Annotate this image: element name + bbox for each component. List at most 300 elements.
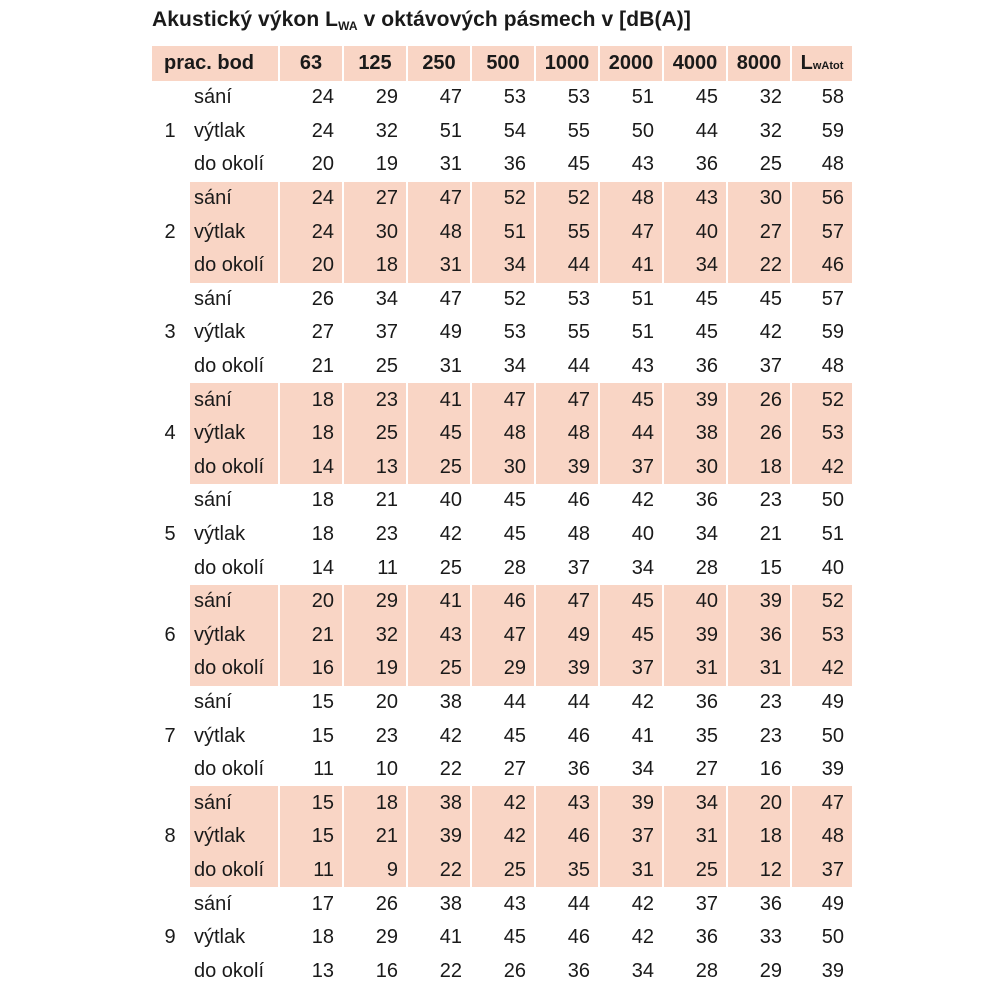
header-row xyxy=(152,46,852,81)
total-value: 56 xyxy=(792,182,852,216)
band-value: 45 xyxy=(600,585,662,619)
title-subscript: WA xyxy=(338,19,358,33)
band-value: 19 xyxy=(375,153,398,176)
band-value: 32 xyxy=(759,86,782,109)
point-number xyxy=(152,283,188,317)
band-value: 21 xyxy=(280,619,342,653)
band-value: 24 xyxy=(311,119,334,142)
band-value: 21 xyxy=(759,523,782,546)
band-value: 41 xyxy=(631,724,654,747)
band-value: 44 xyxy=(503,690,526,713)
band-value: 43 xyxy=(631,153,654,176)
total-value: 48 xyxy=(821,153,844,176)
point-number: 5 xyxy=(164,523,176,546)
band-value: 54 xyxy=(503,119,526,142)
band-value: 30 xyxy=(344,215,406,249)
point-number xyxy=(152,753,188,787)
band-value: 40 xyxy=(664,215,726,249)
header-band: 63 xyxy=(280,46,342,81)
row-label: výtlak xyxy=(194,523,246,546)
total-value: 50 xyxy=(821,489,844,512)
band-value: 16 xyxy=(759,758,782,781)
row-label: výtlak xyxy=(194,926,246,949)
band-value: 41 xyxy=(439,926,462,949)
band-value: 53 xyxy=(567,287,590,310)
row-label: do okolí xyxy=(190,249,278,283)
band-value: 43 xyxy=(664,182,726,216)
band-value: 10 xyxy=(375,758,398,781)
band-value: 14 xyxy=(280,451,342,485)
header-band: 500 xyxy=(472,46,534,81)
band-value: 44 xyxy=(567,355,590,378)
band-value: 25 xyxy=(759,153,782,176)
band-value: 43 xyxy=(503,892,526,915)
band-value: 46 xyxy=(567,724,590,747)
band-value: 48 xyxy=(472,417,534,451)
point-number xyxy=(152,887,188,921)
total-value: 48 xyxy=(792,820,852,854)
band-value: 39 xyxy=(600,786,662,820)
table-row xyxy=(152,854,852,888)
total-value: 47 xyxy=(792,786,852,820)
band-value: 42 xyxy=(759,321,782,344)
band-value: 18 xyxy=(280,417,342,451)
band-value: 33 xyxy=(759,926,782,949)
total-value: 48 xyxy=(821,355,844,378)
band-value: 55 xyxy=(567,321,590,344)
band-value: 45 xyxy=(503,724,526,747)
band-value: 45 xyxy=(695,287,718,310)
band-value: 32 xyxy=(759,119,782,142)
band-value: 35 xyxy=(695,724,718,747)
band-value: 26 xyxy=(728,417,790,451)
row-label: sání xyxy=(190,383,278,417)
band-value: 45 xyxy=(567,153,590,176)
band-value: 34 xyxy=(503,355,526,378)
band-value: 21 xyxy=(375,489,398,512)
point-number xyxy=(152,585,188,619)
table-row xyxy=(152,249,852,283)
band-value: 28 xyxy=(503,556,526,579)
band-value: 49 xyxy=(439,321,462,344)
band-value: 18 xyxy=(311,489,334,512)
band-value: 40 xyxy=(439,489,462,512)
band-value: 47 xyxy=(536,585,598,619)
band-value: 47 xyxy=(472,619,534,653)
point-number xyxy=(152,652,188,686)
band-value: 18 xyxy=(728,451,790,485)
point-number: 9 xyxy=(164,926,176,949)
band-value: 49 xyxy=(536,619,598,653)
band-value: 18 xyxy=(311,523,334,546)
band-value: 37 xyxy=(600,652,662,686)
band-value: 44 xyxy=(600,417,662,451)
band-value: 27 xyxy=(695,758,718,781)
band-value: 42 xyxy=(631,489,654,512)
band-value: 30 xyxy=(472,451,534,485)
band-value: 34 xyxy=(631,758,654,781)
point-number: 8 xyxy=(164,825,176,848)
row-label: výtlak xyxy=(190,417,278,451)
sound-power-table xyxy=(150,46,854,988)
band-value: 23 xyxy=(759,724,782,747)
total-value: 51 xyxy=(821,523,844,546)
band-value: 18 xyxy=(344,786,406,820)
row-label: sání xyxy=(194,690,232,713)
band-value: 20 xyxy=(728,786,790,820)
band-value: 32 xyxy=(344,619,406,653)
band-value: 53 xyxy=(503,86,526,109)
band-value: 38 xyxy=(664,417,726,451)
band-value: 52 xyxy=(472,182,534,216)
band-value: 26 xyxy=(728,383,790,417)
band-value: 31 xyxy=(439,153,462,176)
band-value: 41 xyxy=(408,383,470,417)
point-number: 4 xyxy=(164,422,176,445)
band-value: 23 xyxy=(375,523,398,546)
point-number: 2 xyxy=(164,220,176,243)
band-value: 47 xyxy=(600,215,662,249)
band-value: 39 xyxy=(664,619,726,653)
band-value: 52 xyxy=(503,287,526,310)
header-total-main: L xyxy=(800,52,813,74)
band-value: 39 xyxy=(536,652,598,686)
band-value: 40 xyxy=(631,523,654,546)
table-row xyxy=(152,585,852,619)
table-row xyxy=(152,383,852,417)
band-value: 21 xyxy=(344,820,406,854)
total-value: 49 xyxy=(821,892,844,915)
table-row xyxy=(152,719,852,753)
point-number xyxy=(152,954,188,988)
band-value: 48 xyxy=(536,417,598,451)
band-value: 18 xyxy=(728,820,790,854)
band-value: 24 xyxy=(311,86,334,109)
total-value: 46 xyxy=(792,249,852,283)
row-label: sání xyxy=(190,182,278,216)
band-value: 18 xyxy=(280,383,342,417)
point-number: 7 xyxy=(164,724,176,747)
band-value: 48 xyxy=(408,215,470,249)
band-value: 37 xyxy=(759,355,782,378)
table-row xyxy=(152,887,852,921)
table-row xyxy=(152,954,852,988)
band-value: 32 xyxy=(375,119,398,142)
band-value: 13 xyxy=(344,451,406,485)
row-label: do okolí xyxy=(194,355,265,378)
total-value: 39 xyxy=(821,758,844,781)
header-band: 2000 xyxy=(600,46,662,81)
band-value: 36 xyxy=(759,892,782,915)
table-row xyxy=(152,451,852,485)
total-value: 42 xyxy=(792,652,852,686)
band-value: 51 xyxy=(439,119,462,142)
row-label: do okolí xyxy=(190,652,278,686)
total-value: 37 xyxy=(792,854,852,888)
band-value: 16 xyxy=(280,652,342,686)
band-value: 43 xyxy=(631,355,654,378)
band-value: 40 xyxy=(664,585,726,619)
table-row xyxy=(152,316,852,350)
band-value: 20 xyxy=(280,585,342,619)
table-row xyxy=(152,753,852,787)
row-label: do okolí xyxy=(194,758,265,781)
band-value: 39 xyxy=(664,383,726,417)
table-row xyxy=(152,417,852,451)
band-value: 42 xyxy=(631,892,654,915)
table-row xyxy=(152,518,852,552)
total-value: 40 xyxy=(821,556,844,579)
band-value: 34 xyxy=(664,786,726,820)
band-value: 36 xyxy=(695,926,718,949)
band-value: 37 xyxy=(375,321,398,344)
band-value: 11 xyxy=(280,854,342,888)
point-number xyxy=(152,249,188,283)
band-value: 19 xyxy=(344,652,406,686)
band-value: 45 xyxy=(503,523,526,546)
table-row xyxy=(152,148,852,182)
total-value: 49 xyxy=(821,690,844,713)
band-value: 21 xyxy=(311,355,334,378)
band-value: 31 xyxy=(664,652,726,686)
table-body xyxy=(152,81,852,988)
band-value: 35 xyxy=(536,854,598,888)
row-label: do okolí xyxy=(194,556,265,579)
row-label: výtlak xyxy=(190,619,278,653)
band-value: 47 xyxy=(408,182,470,216)
point-number xyxy=(152,383,188,417)
table-row xyxy=(152,215,852,249)
row-label: sání xyxy=(190,786,278,820)
total-value: 59 xyxy=(821,321,844,344)
total-value: 50 xyxy=(821,724,844,747)
band-value: 15 xyxy=(280,786,342,820)
band-value: 45 xyxy=(503,926,526,949)
band-value: 20 xyxy=(375,690,398,713)
band-value: 42 xyxy=(439,724,462,747)
band-value: 15 xyxy=(280,820,342,854)
point-number xyxy=(152,551,188,585)
band-value: 28 xyxy=(695,556,718,579)
band-value: 23 xyxy=(375,724,398,747)
point-number xyxy=(152,81,188,115)
band-value: 34 xyxy=(695,523,718,546)
total-value: 52 xyxy=(792,585,852,619)
band-value: 25 xyxy=(375,355,398,378)
band-value: 42 xyxy=(631,690,654,713)
band-value: 31 xyxy=(408,249,470,283)
band-value: 45 xyxy=(759,287,782,310)
header-band: 4000 xyxy=(664,46,726,81)
row-label: sání xyxy=(190,585,278,619)
band-value: 29 xyxy=(472,652,534,686)
header-point-label: prac. bod xyxy=(152,46,278,81)
title-suffix: v oktávových pásmech v [dB(A)] xyxy=(357,8,691,31)
band-value: 25 xyxy=(664,854,726,888)
row-label: sání xyxy=(194,892,232,915)
band-value: 26 xyxy=(375,892,398,915)
band-value: 34 xyxy=(375,287,398,310)
band-value: 45 xyxy=(695,321,718,344)
header-band: 250 xyxy=(408,46,470,81)
band-value: 48 xyxy=(567,523,590,546)
band-value: 34 xyxy=(631,556,654,579)
band-value: 45 xyxy=(695,86,718,109)
band-value: 27 xyxy=(503,758,526,781)
table-row xyxy=(152,81,852,115)
band-value: 13 xyxy=(311,959,334,982)
band-value: 36 xyxy=(728,619,790,653)
band-value: 29 xyxy=(759,959,782,982)
band-value: 42 xyxy=(472,786,534,820)
band-value: 42 xyxy=(631,926,654,949)
table-row xyxy=(152,652,852,686)
band-value: 12 xyxy=(728,854,790,888)
band-value: 36 xyxy=(695,355,718,378)
point-number xyxy=(152,182,188,216)
band-value: 27 xyxy=(344,182,406,216)
band-value: 22 xyxy=(408,854,470,888)
band-value: 48 xyxy=(600,182,662,216)
total-value: 50 xyxy=(821,926,844,949)
band-value: 38 xyxy=(408,786,470,820)
point-number: 6 xyxy=(164,623,176,646)
band-value: 53 xyxy=(567,86,590,109)
row-label: výtlak xyxy=(194,119,246,142)
total-value: 58 xyxy=(821,86,844,109)
band-value: 29 xyxy=(344,585,406,619)
band-value: 23 xyxy=(759,690,782,713)
band-value: 18 xyxy=(311,926,334,949)
table-row xyxy=(152,686,852,720)
point-number xyxy=(152,148,188,182)
band-value: 51 xyxy=(472,215,534,249)
band-value: 37 xyxy=(600,820,662,854)
band-value: 14 xyxy=(311,556,334,579)
table-row xyxy=(152,820,852,854)
band-value: 15 xyxy=(311,690,334,713)
row-label: sání xyxy=(194,287,232,310)
point-number xyxy=(152,350,188,384)
row-label: výtlak xyxy=(194,724,246,747)
band-value: 47 xyxy=(536,383,598,417)
band-value: 20 xyxy=(311,153,334,176)
band-value: 53 xyxy=(503,321,526,344)
band-value: 38 xyxy=(439,690,462,713)
table-row xyxy=(152,484,852,518)
band-value: 24 xyxy=(280,182,342,216)
table-title xyxy=(152,8,691,33)
band-value: 46 xyxy=(567,926,590,949)
band-value: 44 xyxy=(536,249,598,283)
band-value: 43 xyxy=(408,619,470,653)
band-value: 47 xyxy=(472,383,534,417)
band-value: 31 xyxy=(600,854,662,888)
row-label: do okolí xyxy=(190,451,278,485)
row-label: sání xyxy=(194,489,232,512)
band-value: 43 xyxy=(536,786,598,820)
table-row xyxy=(152,350,852,384)
band-value: 39 xyxy=(408,820,470,854)
band-value: 24 xyxy=(280,215,342,249)
band-value: 18 xyxy=(344,249,406,283)
band-value: 16 xyxy=(375,959,398,982)
band-value: 34 xyxy=(472,249,534,283)
band-value: 37 xyxy=(567,556,590,579)
band-value: 46 xyxy=(536,820,598,854)
band-value: 46 xyxy=(567,489,590,512)
header-band: 1000 xyxy=(536,46,598,81)
row-label: sání xyxy=(194,86,232,109)
band-value: 25 xyxy=(439,556,462,579)
band-value: 31 xyxy=(664,820,726,854)
total-value: 57 xyxy=(792,215,852,249)
total-value: 57 xyxy=(821,287,844,310)
band-value: 23 xyxy=(759,489,782,512)
header-band: 125 xyxy=(344,46,406,81)
table-row xyxy=(152,182,852,216)
band-value: 20 xyxy=(280,249,342,283)
point-number xyxy=(152,484,188,518)
point-number xyxy=(152,451,188,485)
band-value: 15 xyxy=(759,556,782,579)
band-value: 31 xyxy=(439,355,462,378)
band-value: 27 xyxy=(311,321,334,344)
band-value: 55 xyxy=(567,119,590,142)
total-value: 53 xyxy=(792,619,852,653)
row-label: výtlak xyxy=(190,215,278,249)
band-value: 26 xyxy=(311,287,334,310)
band-value: 44 xyxy=(695,119,718,142)
band-value: 26 xyxy=(503,959,526,982)
band-value: 11 xyxy=(313,758,334,781)
point-number: 1 xyxy=(164,119,176,142)
band-value: 17 xyxy=(311,892,334,915)
total-value: 52 xyxy=(792,383,852,417)
band-value: 39 xyxy=(728,585,790,619)
band-value: 47 xyxy=(439,86,462,109)
row-label: výtlak xyxy=(194,321,246,344)
header-band: 8000 xyxy=(728,46,790,81)
band-value: 41 xyxy=(408,585,470,619)
table-row xyxy=(152,619,852,653)
band-value: 34 xyxy=(631,959,654,982)
band-value: 42 xyxy=(472,820,534,854)
header-total-sub: wAtot xyxy=(812,60,844,72)
band-value: 47 xyxy=(439,287,462,310)
band-value: 51 xyxy=(631,287,654,310)
table-row xyxy=(152,115,852,149)
band-value: 51 xyxy=(631,321,654,344)
band-value: 36 xyxy=(695,153,718,176)
band-value: 38 xyxy=(439,892,462,915)
band-value: 9 xyxy=(344,854,406,888)
header-total xyxy=(792,46,852,81)
band-value: 45 xyxy=(600,383,662,417)
total-value: 59 xyxy=(821,119,844,142)
band-value: 52 xyxy=(536,182,598,216)
band-value: 42 xyxy=(439,523,462,546)
table-row xyxy=(152,786,852,820)
band-value: 45 xyxy=(503,489,526,512)
row-label: do okolí xyxy=(194,153,265,176)
band-value: 36 xyxy=(695,489,718,512)
row-label: výtlak xyxy=(190,820,278,854)
band-value: 44 xyxy=(567,892,590,915)
band-value: 45 xyxy=(600,619,662,653)
band-value: 25 xyxy=(472,854,534,888)
table-row xyxy=(152,283,852,317)
